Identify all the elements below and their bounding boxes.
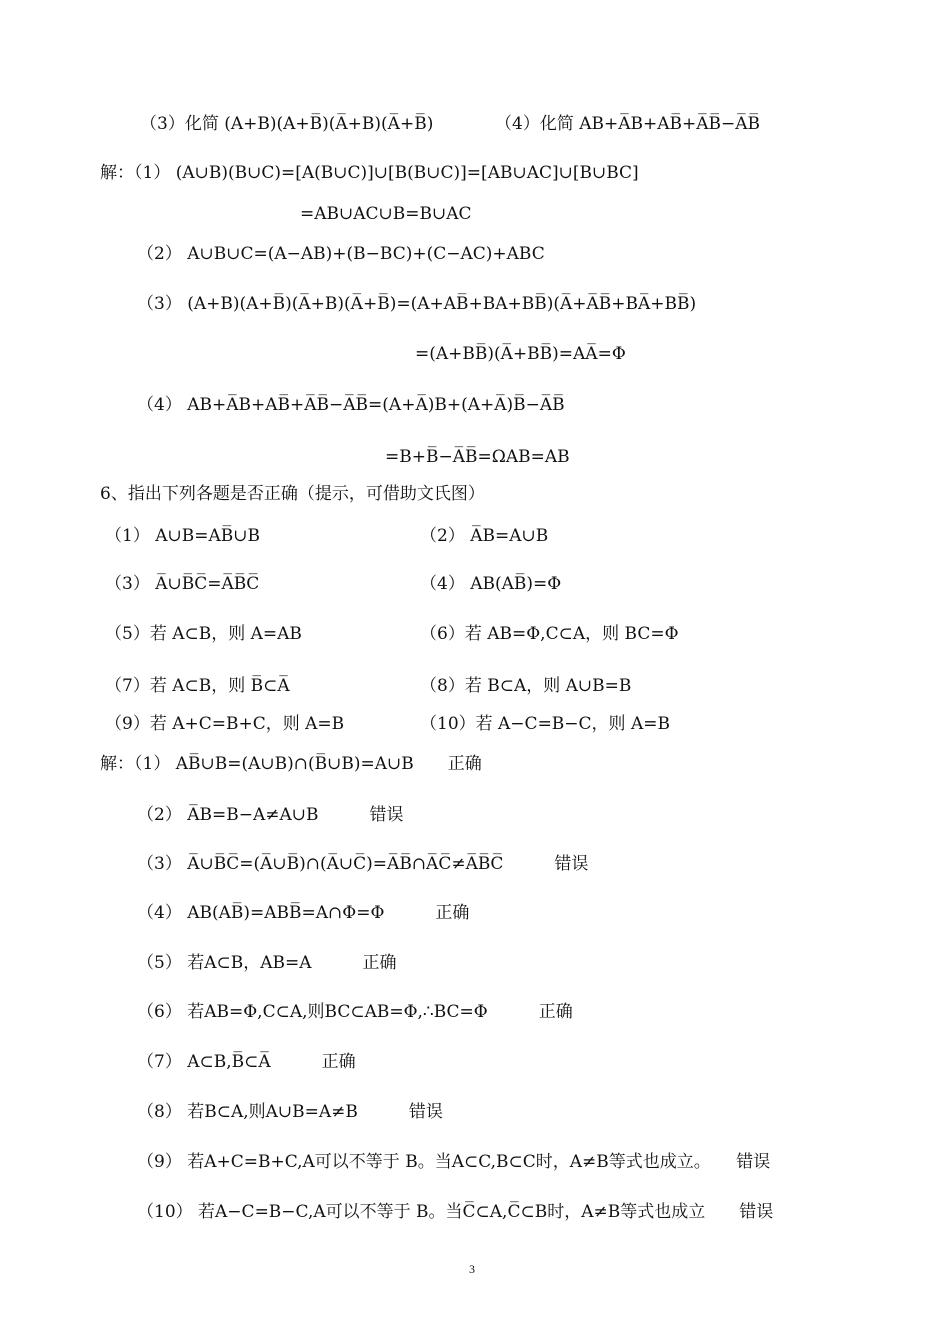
text-line: =AB∪AC∪B=B∪AC: [300, 204, 472, 224]
text-line: =B+B̅−A̅B̅=ΩAB=AB: [385, 447, 570, 467]
text-line: （4） AB(AB̅)=ABB̅=A∩Φ=Φ 正确: [137, 903, 470, 923]
text-line: （2） A∪B∪C=(A−AB)+(B−BC)+(C−AC)+ABC: [137, 244, 545, 264]
text-line: （4）化简 AB+A̅B+AB̅+A̅B̅−A̅B̅: [495, 114, 761, 134]
text-line: （3） A̅∪B̅C̅=A̅B̅C̅: [105, 574, 260, 594]
text-line: （4） AB+A̅B+AB̅+A̅B̅−A̅B̅=(A+A̅)B+(A+A̅)B̅−A̅B̅: [137, 395, 565, 415]
text-line: （2） A̅B=B−A≠A∪B 错误: [137, 805, 404, 825]
text-line: =(A+BB̅)(A̅+BB̅)=AA̅=Φ: [415, 344, 626, 364]
text-line: （9） 若A+C=B+C,A可以不等于 B。当A⊂C,B⊂C时，A≠B等式也成立。 错误: [137, 1152, 771, 1172]
text-line: （9）若 A+C=B+C，则 A=B: [105, 714, 345, 734]
text-line: （8）若 B⊂A，则 A∪B=B: [420, 676, 632, 696]
text-line: （5）若 A⊂B，则 A=AB: [105, 624, 302, 644]
text-line: （7）若 A⊂B，则 B̅⊂A̅: [105, 676, 290, 696]
text-line: 解：（1） (A∪B)(B∪C)=[A(B∪C)]∪[B(B∪C)]=[AB∪AC]∪[B∪BC]: [100, 163, 639, 183]
text-line: 解：（1） AB̅∪B=(A∪B)∩(B̅∪B)=A∪B 正确: [100, 754, 482, 774]
text-line: （3）化简 (A+B)(A+B̅)(A̅+B)(A̅+B̅): [140, 114, 434, 134]
text-line: （3） A̅∪B̅C̅=(A̅∪B̅)∩(A̅∪C̅)=A̅B̅∩A̅C̅≠A̅B̅C̅ 错误: [137, 854, 589, 874]
text-line: （3） (A+B)(A+B̅)(A̅+B)(A̅+B̅)=(A+AB̅+BA+BB̅)(A̅+A̅B̅+BA̅+BB̅): [137, 294, 697, 314]
text-line: （6） 若AB=Φ,C⊂A,则BC⊂AB=Φ,∴BC=Φ 正确: [137, 1002, 573, 1022]
text-line: （4） AB(AB̅)=Φ: [420, 574, 562, 594]
text-line: （10） 若A−C=B−C,A可以不等于 B。当C̅⊂A,C̅⊂B时，A≠B等式也成立 错误: [137, 1202, 774, 1222]
page-number: 3: [469, 1262, 475, 1276]
section-heading: 6、指出下列各题是否正确（提示，可借助文氏图）: [100, 484, 485, 504]
text-line: （7） A⊂B,B̅⊂A̅ 正确: [137, 1052, 356, 1072]
text-line: （6）若 AB=Φ,C⊂A，则 BC=Φ: [420, 624, 679, 644]
text-line: （1） A∪B=AB̅∪B: [105, 526, 260, 546]
text-line: （10）若 A−C=B−C，则 A=B: [420, 714, 670, 734]
text-line: （8） 若B⊂A,则A∪B=A≠B 错误: [137, 1102, 443, 1122]
text-line: （2） A̅B=A∪B: [420, 526, 549, 546]
text-line: （5） 若A⊂B，AB=A 正确: [137, 953, 397, 973]
